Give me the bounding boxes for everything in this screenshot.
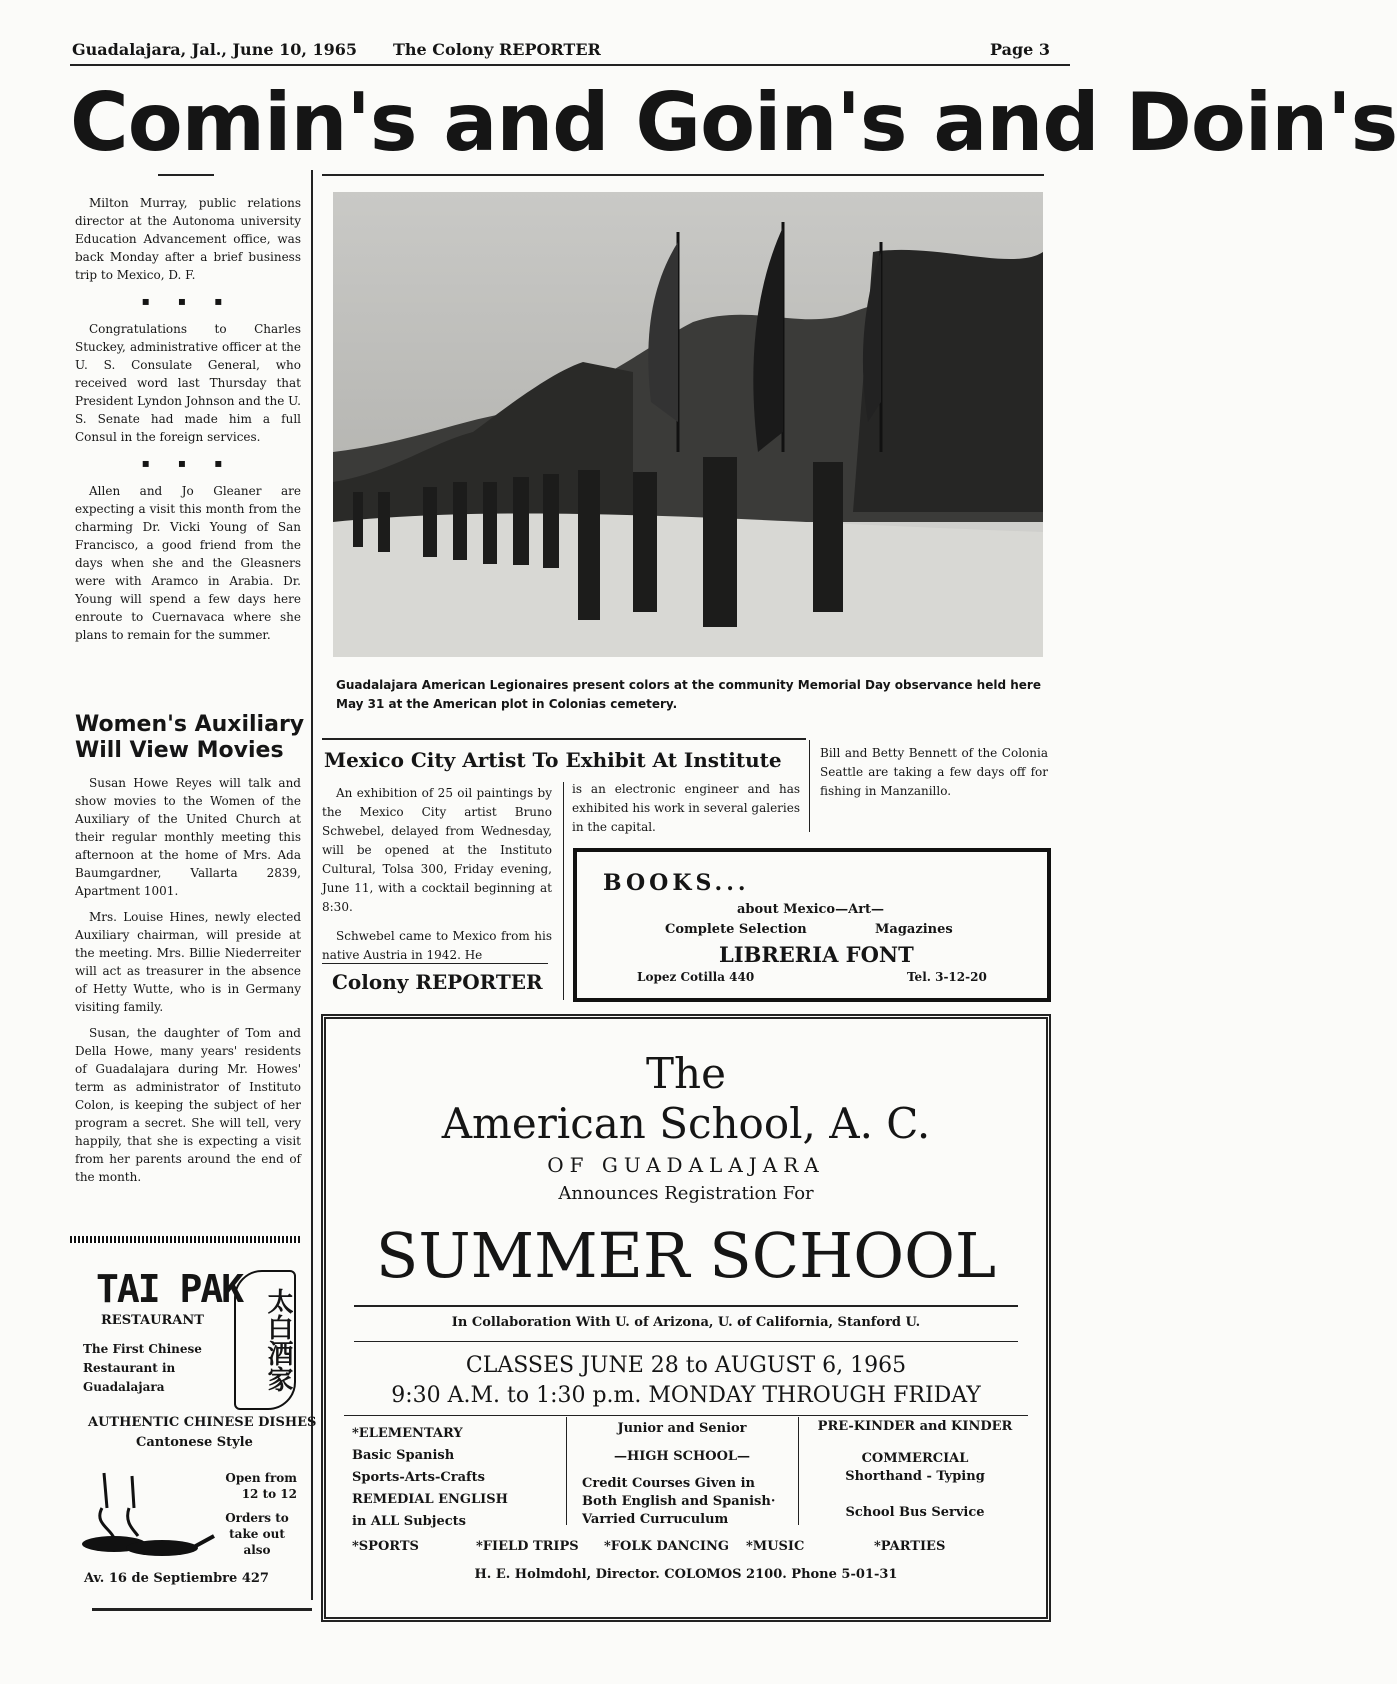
c2-sub: —HIGH SCHOOL— — [613, 1449, 751, 1464]
taipak-tagline: The First Chinese Restaurant in Guadalajara — [83, 1342, 202, 1394]
c1-line-0: *ELEMENTARY — [352, 1426, 463, 1441]
books-ad — [573, 848, 1051, 1002]
artist-p3: is an electronic engineer and has exhibited his work in several galeries in the capital. — [572, 782, 800, 834]
paper-name: The Colony REPORTER — [393, 40, 601, 59]
c1-line-2: Sports-Arts-Crafts — [352, 1470, 485, 1485]
c3-head: PRE-KINDER and KINDER — [817, 1419, 1013, 1434]
masthead: Comin's and Goin's and Doin's — [70, 76, 1397, 169]
taipak-dishes: AUTHENTIC CHINESE DISHES — [88, 1415, 317, 1430]
c1-line-4: in ALL Subjects — [352, 1514, 466, 1529]
store-name: LIBRERIA FONT — [719, 942, 914, 967]
c1-line-3: REMEDIAL ENGLISH — [352, 1492, 508, 1507]
womens-p3: Susan, the daughter of Tom and Della Howe, many years' residents of Guadalajara during Mr. Howes' term as administrator of Instituto Colon, is keeping the subject of her program a secret. She will tell, very happily, that she is expecting a visit from her parents around the end of the month. — [75, 1026, 301, 1184]
books-title: BOOKS... — [603, 870, 750, 896]
school-rule-3 — [344, 1415, 1028, 1416]
memorial-day-photo — [333, 192, 1043, 657]
extra-folk-dancing: *FOLK DANCING — [604, 1539, 729, 1554]
artist-headline: Mexico City Artist To Exhibit At Institute — [324, 748, 782, 772]
artist-col-rule — [563, 782, 564, 1000]
taipak-orders: Orders to take out also — [225, 1511, 289, 1557]
school-col-rule-2 — [798, 1417, 799, 1525]
womens-headline: Women's Auxiliary Will View Movies — [75, 712, 305, 763]
taipak-hours-line1: Open from — [225, 1471, 297, 1485]
books-magazines: Magazines — [875, 922, 953, 937]
school-ad — [321, 1014, 1051, 1622]
summer-school: SUMMER SCHOOL — [375, 1219, 997, 1292]
column-divider — [311, 170, 313, 1600]
school-classes: CLASSES JUNE 28 to AUGUST 6, 1965 — [465, 1353, 907, 1378]
bennett-item: Bill and Betty Bennett of the Colonia Seattle are taking a few days off for fishing in Manzanillo. — [820, 746, 1048, 798]
teapot-illustration — [74, 1468, 224, 1560]
bennett-rule — [809, 740, 810, 832]
parade-image — [333, 192, 1043, 657]
c2-text: Credit Courses Given in Both English and Spanish· Varried Curruculum — [582, 1476, 776, 1527]
school-rule-1 — [354, 1305, 1018, 1307]
item-gleaner: Allen and Jo Gleaner are expecting a visit this month from the charming Dr. Vicki Young of San Francisco, a good friend from the days when she and the Gleasners were with Aramco in Arabia. Dr. Young will spend a few days here enroute to Cuernavaca where she plans to remain for the summer. — [75, 484, 301, 642]
womens-p2: Mrs. Louise Hines, newly elected Auxiliary chairman, will preside at the meeting. Mrs. Billie Niederreiter will act as treasurer in the absence of Hetty Wutte, who is in Germany visiting family. — [75, 910, 301, 1014]
books-selection: Complete Selection — [665, 922, 807, 937]
womens-p1: Susan Howe Reyes will talk and show movies to the Women of the Auxiliary of the United Church at their regular monthly meeting this afternoon at the home of Mrs. Ada Baumgardner, Vallarta 2839, Apartment 1001. — [75, 776, 301, 898]
school-name: American School, A. C. — [441, 1099, 931, 1148]
school-announces: Announces Registration For — [558, 1183, 814, 1204]
separator: ▪ ▪ ▪ — [141, 294, 235, 308]
page-number: Page 3 — [990, 40, 1051, 59]
colony-reporter-tag: Colony REPORTER — [332, 970, 543, 994]
photo-top-rule — [322, 174, 1044, 176]
separator: ▪ ▪ ▪ — [141, 456, 235, 470]
photo-caption: Guadalajara American Legionaires present colors at the community Memorial Day observance held here May 31 at the American plot in Colonias cemetery. — [336, 678, 1041, 711]
school-hours: 9:30 A.M. to 1:30 p.m. MONDAY THROUGH FRIDAY — [391, 1383, 981, 1408]
ad-border-bottom — [92, 1608, 312, 1611]
short-rule — [158, 174, 214, 176]
ad-border-top — [70, 1236, 300, 1243]
c2-head: Junior and Senior — [617, 1421, 747, 1436]
item-stuckey: Congratulations to Charles Stuckey, administrative officer at the U. S. Consulate General, who received word last Thursday that President Lyndon Johnson and the U. S. Senate had made him a full Consul in the foreign services. — [75, 322, 301, 444]
taipak-hours — [217, 1470, 297, 1502]
taipak-name: TAI PAK — [96, 1267, 243, 1311]
dateline: Guadalajara, Jal., June 10, 1965 — [72, 40, 358, 59]
store-phone: Tel. 3-12-20 — [907, 970, 987, 984]
school-col-1 — [352, 1423, 562, 1533]
womens-article — [75, 774, 301, 1194]
taipak-type: RESTAURANT — [101, 1313, 204, 1328]
c3-1: COMMERCIAL — [861, 1451, 969, 1466]
taipak-style: Cantonese Style — [136, 1435, 253, 1450]
extra-music: *MUSIC — [746, 1539, 805, 1554]
item-murray: Milton Murray, public relations director at the Autonoma university Education Advancement office, was back Monday after a brief business trip to Mexico, D. F. — [75, 196, 301, 282]
taipak-hours-line2: 12 to 12 — [241, 1487, 297, 1501]
chinese-sign: 太白酒家 — [234, 1270, 296, 1410]
artist-top-rule — [322, 738, 806, 740]
c3-3: School Bus Service — [845, 1505, 985, 1520]
artist-col-a — [322, 784, 552, 965]
c1-line-1: Basic Spanish — [352, 1448, 455, 1463]
artist-p1: An exhibition of 25 oil paintings by the Mexico City artist Bruno Schwebel, delayed from Wednesday, will be opened at the Instituto Cultural, Tolsa 300, Friday evening, June 11, with a cocktail beginning at 8:30. — [322, 786, 552, 914]
artist-p2: Schwebel came to Mexico from his native Austria in 1942. He — [322, 929, 552, 962]
extra-sports: *SPORTS — [352, 1539, 419, 1554]
store-address: Lopez Cotilla 440 — [637, 970, 755, 984]
school-col-rule-1 — [566, 1417, 567, 1525]
school-collab: In Collaboration With U. of Arizona, U. of California, Stanford U. — [451, 1315, 921, 1330]
column-one — [75, 194, 301, 652]
extra-parties: *PARTIES — [874, 1539, 946, 1554]
school-city: OF GUADALAJARA — [547, 1153, 825, 1177]
c3-2: Shorthand - Typing — [845, 1469, 985, 1484]
school-the: The — [646, 1049, 726, 1098]
school-director: H. E. Holmdohl, Director. COLOMOS 2100. Phone 5-01-31 — [474, 1567, 898, 1582]
school-rule-2 — [354, 1341, 1018, 1342]
header-rule — [70, 64, 1070, 66]
books-sub: about Mexico—Art— — [737, 902, 885, 917]
tag-rule — [322, 963, 548, 964]
taipak-address: Av. 16 de Septiembre 427 — [84, 1571, 269, 1586]
extra-field-trips: *FIELD TRIPS — [476, 1539, 579, 1554]
